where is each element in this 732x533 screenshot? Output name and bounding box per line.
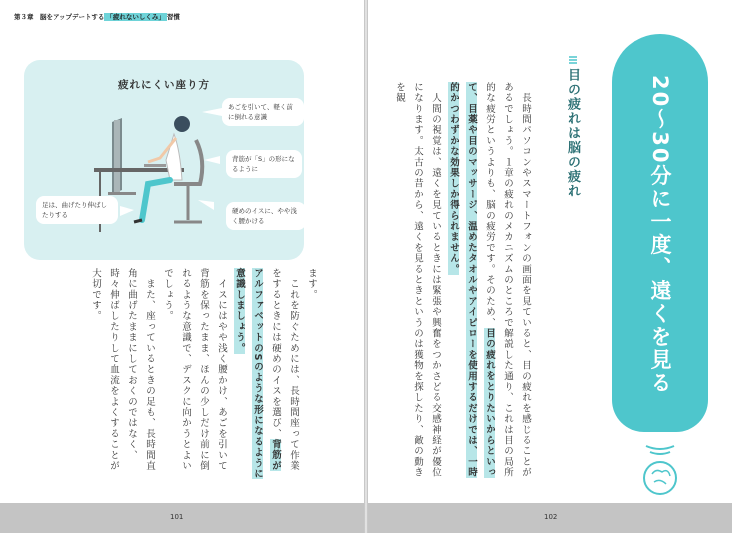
left-folio: 101	[170, 513, 184, 521]
subheading: 目の疲れは脳の疲れ	[565, 68, 580, 199]
left-p2-highlight: 背筋がアルファベットのSのような形になるように意識しましょう。	[234, 268, 281, 480]
left-p4: また、座っているときの足も、長時間直角に曲げたままにしておくのではなく、時々伸ばしたりして血流をよくすることが大切です。	[90, 268, 155, 472]
right-p2: 人間の視覚は、遠くを見ているときには緊張や興奮をつかさどる交感神経が優位になります。太古の昔から、遠くを見るときというのは獲物を探したり、敵の動きを観	[394, 82, 441, 478]
left-body-text	[86, 268, 320, 480]
callout-back: 背筋が「S」の形になるように	[226, 150, 302, 178]
right-folio: 102	[544, 513, 558, 521]
left-p2: これを防ぐためには、長時間座って作業をするときには硬めのイスを選び、	[270, 268, 299, 472]
brain-head-icon	[632, 438, 688, 500]
section-title: 20〜30分に一度、遠くを見る	[648, 75, 672, 395]
callout-chair: 硬めのイスに、やや浅く腰かける	[226, 202, 306, 230]
callout-chin: あごを引いて、軽く前に倒れる意識	[222, 98, 304, 126]
right-page	[368, 0, 732, 533]
running-head	[14, 12, 180, 21]
illustration-title: 疲れにくい座り方	[118, 78, 210, 91]
callout-legs: 足は、曲げたり伸ばしたりする	[36, 196, 118, 224]
lines-icon	[568, 55, 578, 65]
left-p1: ます。	[306, 268, 317, 301]
right-p1-highlight: 目の疲れをとりたいからといって、目薬や目のマッサージ、温めたタオルやアイピローを使用するだけでは、一時的かつわずかな効果しか得られません。	[448, 82, 495, 478]
running-head-highlight: 「疲れないしくみ」	[106, 13, 165, 21]
left-page	[0, 0, 364, 533]
running-head-prefix: 第３章 脳をアップデートする	[14, 13, 105, 21]
running-head-suffix: 習慣	[166, 13, 180, 21]
left-p3: イスにはやや浅く腰かけ、あごを引いて背筋を保ったまま、ほんの少しだけ前に倒れるような意識で、デスクに向かうとよいでしょう。	[162, 268, 227, 472]
right-p1: 長時間パソコンやスマートフォンの画面を見ていると、目の疲れを感じることがあるでしょう。１章の疲れのメカニズムのところで解説した通り、これは目の局所的な疲労というよりも、脳の疲労です。そのため、	[484, 82, 531, 478]
right-body-text	[390, 82, 534, 482]
